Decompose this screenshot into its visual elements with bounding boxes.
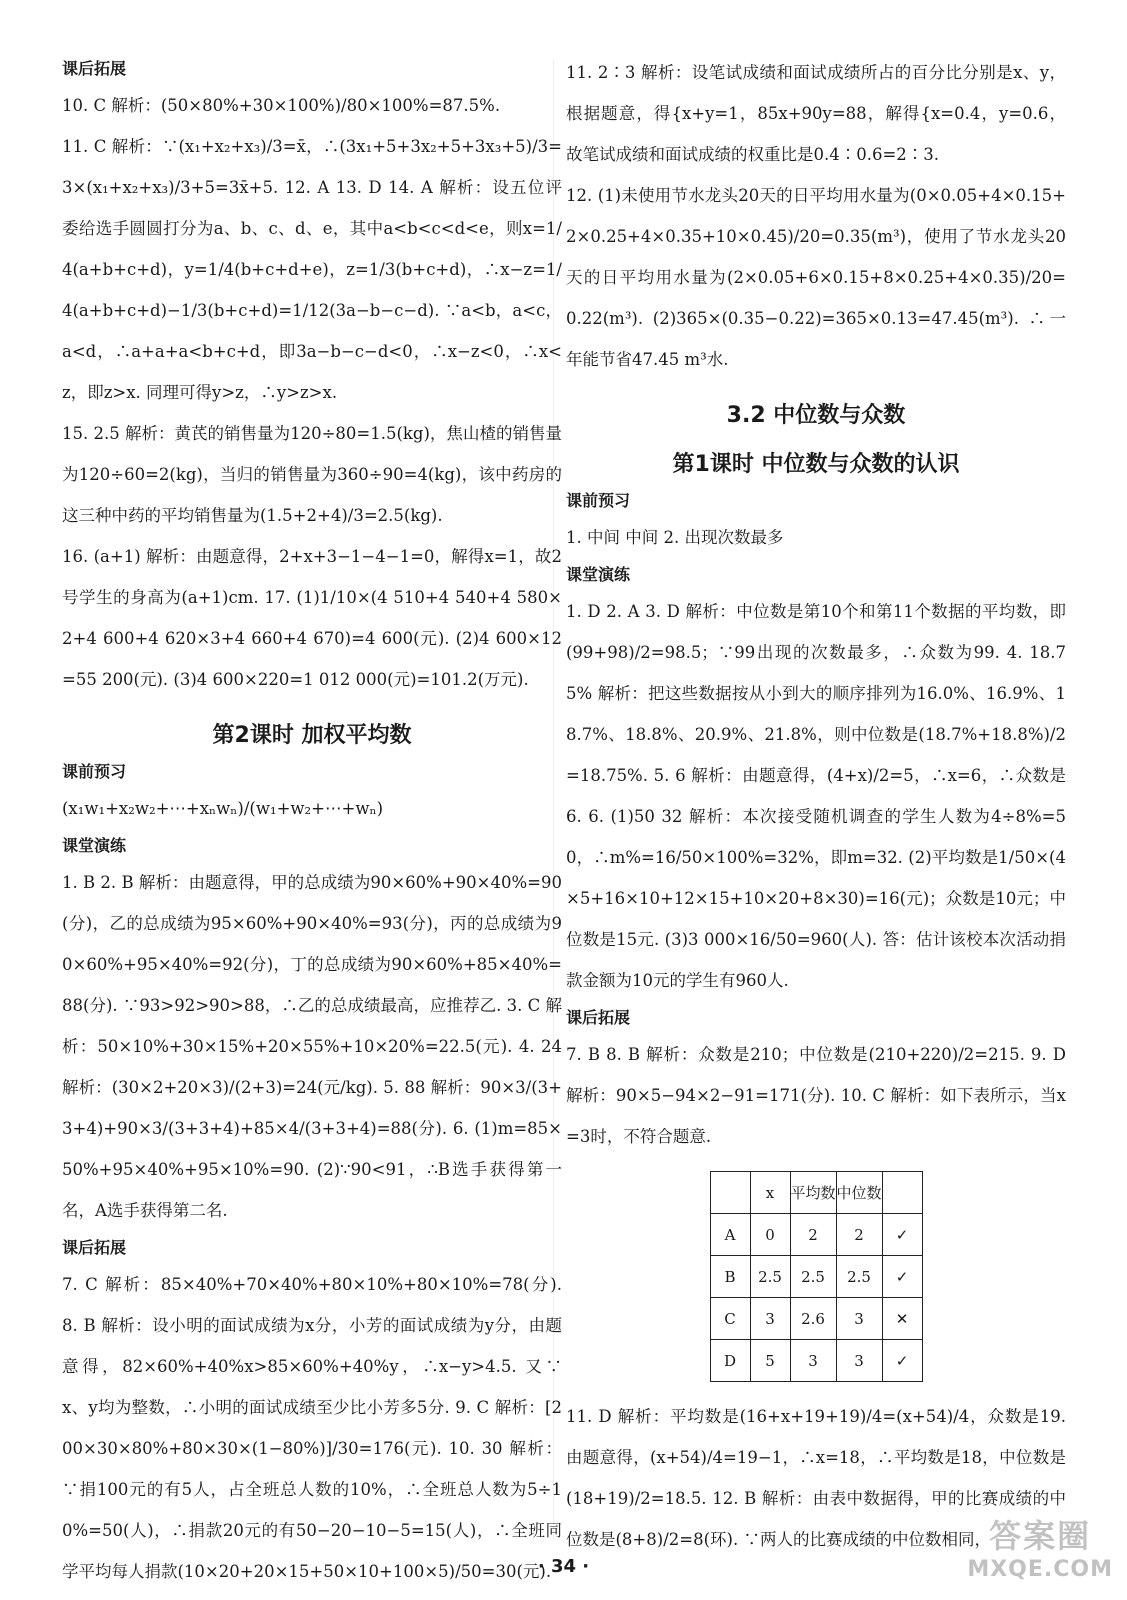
- table-cell: 0: [750, 1214, 790, 1256]
- table-row: [710, 1214, 922, 1256]
- lesson-title: 第1课时 中位数与众数的认识: [672, 452, 960, 477]
- answer-paragraph: 12. (1)未使用节水龙头20天的日平均用水量为(0×0.05+4×0.15+2×0.25+4×0.35+10×0.45)/20=0.35(m³)，使用了节水龙头20天的日平均用水量为(2×0.05+6×0.15+8×0.25+4×0.35)/20=0.22(m³). (2)365×(0.35−0.22)=365×0.13=47.45(m³). ∴一年能节省47.45 m³水.: [566, 186, 1066, 369]
- left-column: [62, 52, 562, 1592]
- check-mark-icon: ✓: [882, 1214, 922, 1256]
- table-cell: 5: [750, 1340, 790, 1382]
- table-header-cell: [710, 1172, 750, 1214]
- table-header-row: [710, 1172, 922, 1214]
- answer-paragraph: 1. 中间 中间 2. 出现次数最多: [566, 528, 784, 547]
- right-column: [566, 52, 1066, 1560]
- cross-mark-icon: ✕: [882, 1298, 922, 1340]
- table-cell: 2.5: [750, 1256, 790, 1298]
- heading-after-class: 课后拓展: [62, 1238, 127, 1257]
- section-title: 3.2 中位数与众数: [726, 403, 906, 428]
- table-header-cell: 中位数: [836, 1172, 882, 1214]
- heading-class-practice: 课堂演练: [566, 565, 631, 584]
- table-cell: B: [710, 1256, 750, 1298]
- check-mark-icon: ✓: [882, 1256, 922, 1298]
- table-cell: 2.6: [790, 1298, 836, 1340]
- table-cell: 3: [836, 1298, 882, 1340]
- heading-preview: 课前预习: [62, 762, 127, 781]
- answer-paragraph: 1. B 2. B 解析：由题意得，甲的总成绩为90×60%+90×40%=90(分)，乙的总成绩为95×60%+90×40%=93(分)，丙的总成绩为90×60%+95×40%=92(分)，丁的总成绩为90×60%+85×40%=88(分). ∵93>92>90>88，∴乙的总成绩最高，应推荐乙. 3. C 解析：50×10%+30×15%+20×55%+10×20%=22.5(元). 4. 24 解析：(30×2+20×3)/(2+3)=24(元/kg). 5. 88 解析：90×3/(3+3+4)+90×3/(3+3+4)+85×4/(3+3+4)=88(分). 6. (1)m=85×50%+95×40%+95×10%=90. (2)∵90<91，∴B选手获得第一名，A选手获得第二名.: [62, 873, 562, 1220]
- heading-after-class: 课后拓展: [62, 59, 127, 78]
- table-cell: 3: [750, 1298, 790, 1340]
- table-header-cell: 平均数: [790, 1172, 836, 1214]
- heading-class-practice: 课堂演练: [62, 836, 127, 855]
- table-cell: 3: [790, 1340, 836, 1382]
- table-cell: D: [710, 1340, 750, 1382]
- check-mark-icon: ✓: [882, 1340, 922, 1382]
- table-cell: 2.5: [836, 1256, 882, 1298]
- answer-paragraph: 15. 2.5 解析：黄芪的销售量为120÷80=1.5(kg)，焦山楂的销售量为120÷60=2(kg)，当归的销售量为360÷90=4(kg)，该中药房的这三种中药的平均销售量为(1.5+2+4)/3=2.5(kg).: [62, 424, 562, 525]
- watermark-logo: 答案圈: [989, 1517, 1092, 1555]
- answer-paragraph: 7. B 8. B 解析：众数是210；中位数是(210+220)/2=215. 9. D 解析：90×5−94×2−91=171(分). 10. C 解析：如下表所示，当x=3时，不符合题意.: [566, 1045, 1066, 1146]
- answer-paragraph: 7. C 解析：85×40%+70×40%+80×10%+80×10%=78(分). 8. B 解析：设小明的面试成绩为x分，小芳的面试成绩为y分，由题意得，82×60%+40%x>85×60%+40%y，∴x−y>4.5. 又∵x、y均为整数，∴小明的面试成绩至少比小芳多5分. 9. C 解析：[200×30×80%+80×30×(1−80%)]/30=176(元). 10. 30 解析：∵捐100元的有5人，占全班总人数的10%，∴全班总人数为5÷10%=50(人)，∴捐款20元的有50−20−10−5=15(人)，∴全班同学平均每人捐款(10×20+20×15+50×10+100×5)/50=30(元).: [62, 1275, 562, 1581]
- table-header-cell: [882, 1172, 922, 1214]
- formula: (x₁w₁+x₂w₂+⋯+xₙwₙ)/(w₁+w₂+⋯+wₙ): [62, 799, 384, 818]
- answer-paragraph: 11. 2∶3 解析：设笔试成绩和面试成绩所占的百分比分别是x、y，根据题意，得{x+y=1，85x+90y=88，解得{x=0.4，y=0.6，故笔试成绩和面试成绩的权重比是0.4∶0.6=2∶3.: [566, 63, 1066, 164]
- page-number: · 34 ·: [537, 1556, 590, 1577]
- answer-paragraph: 11. C 解析：∵(x₁+x₂+x₃)/3=x̄，∴(3x₁+5+3x₂+5+3x₃+5)/3=3×(x₁+x₂+x₃)/3+5=3x̄+5. 12. A 13. D 14. A 解析：设五位评委给选手圆圆打分为a、b、c、d、e，其中a<b<c<d<e，则x=1/4(a+b+c+d)，y=1/4(b+c+d+e)，z=1/3(b+c+d)，∴x−z=1/4(a+b+c+d)−1/3(b+c+d)=1/12(3a−b−c−d). ∵a<b，a<c，a<d，∴a+a+a<b+c+d，即3a−b−c−d<0，∴x−z<0，∴x<z，即z>x. 同理可得y>z，∴y>z>x.: [62, 137, 562, 402]
- answer-table: [710, 1171, 923, 1382]
- answer-paragraph: 1. D 2. A 3. D 解析：中位数是第10个和第11个数据的平均数，即(99+98)/2=98.5；∵99出现的次数最多，∴众数为99. 4. 18.75% 解析：把这些数据按从小到大的顺序排列为16.0%、16.9%、18.7%、18.8%、20.9%、21.8%，则中位数是(18.7%+18.8%)/2=18.75%. 5. 6 解析：由题意得，(4+x)/2=5，∴x=6，∴众数是6. 6. (1)50 32 解析：本次接受随机调查的学生人数为4÷8%=50，∴m%=16/50×100%=32%，即m=32. (2)平均数是1/50×(4×5+16×10+12×15+10×20+8×30)=16(元)；众数是10元；中位数是15元. (3)3 000×16/50=960(人). 答：估计该校本次活动捐款金额为10元的学生有960人.: [566, 602, 1066, 990]
- table-header-cell: x: [750, 1172, 790, 1214]
- table-cell: A: [710, 1214, 750, 1256]
- table-row: [710, 1298, 922, 1340]
- table-cell: C: [710, 1298, 750, 1340]
- heading-preview: 课前预习: [566, 491, 631, 510]
- table-cell: 3: [836, 1340, 882, 1382]
- answer-paragraph: 11. D 解析：平均数是(16+x+19+19)/4=(x+54)/4，众数是19. 由题意得，(x+54)/4=19−1，∴x=18，∴平均数是18，中位数是(18+19)/2=18.5. 12. B 解析：由表中数据得，甲的比赛成绩的中位数是(8+8)/2=8(环). ∵两人的比赛成绩的中位数相同，: [566, 1407, 1066, 1549]
- answer-paragraph: 10. C 解析：(50×80%+30×100%)/80×100%=87.5%.: [62, 96, 501, 115]
- table-cell: 2.5: [790, 1256, 836, 1298]
- table-row: [710, 1256, 922, 1298]
- table-cell: 2: [790, 1214, 836, 1256]
- table-cell: 2: [836, 1214, 882, 1256]
- watermark: [967, 1511, 1113, 1582]
- section-title: 第2课时 加权平均数: [212, 723, 412, 748]
- watermark-url: MXQE.COM: [967, 1557, 1113, 1582]
- heading-after-class: 课后拓展: [566, 1008, 631, 1027]
- answer-paragraph: 16. (a+1) 解析：由题意得，2+x+3−1−4−1=0，解得x=1，故2号学生的身高为(a+1)cm. 17. (1)1/10×(4 510+4 540+4 580×2+4 600+4 620×3+4 660+4 670)=4 600(元). (2)4 600×12=55 200(元). (3)4 600×220=1 012 000(元)=101.2(万元).: [62, 547, 562, 689]
- table-row: [710, 1340, 922, 1382]
